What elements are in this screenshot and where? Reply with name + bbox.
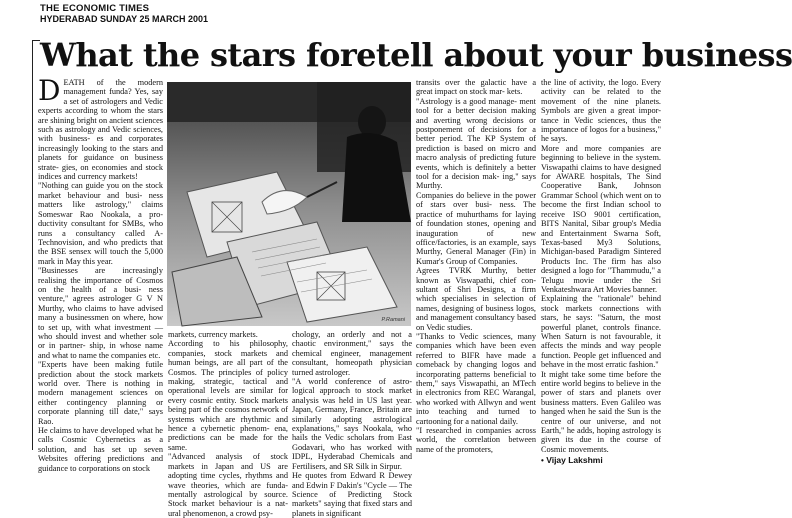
paragraph: He claims to have developed what he calls Cosmic Cybernetics as a solution, and has set up seven Websites offering predictions and guidance to corporations on stock: [38, 426, 163, 473]
paragraph: He quotes from Edward R Dewey and Edwin F Dakin's "Cycle — The Science of Predicting Stock markets" saying that fixed stars and planets in significant: [292, 471, 412, 518]
masthead: [40, 4, 208, 24]
paragraph: Explaining the "rationale" behind stock markets connections with stars, he says: "Saturn, the most powerful planet, controls finance. When Saturn is not favourable, it affects the minds and way people function. People get influenced and behave in the most erratic fashion.": [541, 294, 661, 370]
paragraph: "Advanced analysis of stock markets in Japan and US are adopting time cycles, rhythms and wave theories, which are funda- mentally astrological by source. Stock market behaviour is a nat- ural phenomenon, a crowd psy-: [168, 452, 288, 518]
paragraph: "A world conference of astro- logical approach to stock market analysis was held in US last year. Japan, Germany, France, Britain are similarly adopting astrological explanations," says Nookala, who hails the Vedic scholars from East Godavari, who has worked with IDPL, Hyderabad Chemicals and Fertilisers, and SR Silk in Sirpur.: [292, 377, 412, 471]
paragraph: More and more companies are beginning to believe in the system. Viswapathi claims to have designed for AWARE hospitals, The Sind Cooperative Bank, Johnson Grammar School (which went on to become the first Indian school to receive ISO 9001 certification, BITS Nanital, Sibar group's Media and Entertainment Swarna Soft, Texas-based My3 Solutions, Michigan-based Paradigm Sintered Products Inc. The firm has also designed a logo for "Thammudu," a Telugu movie under the Sri Venkateshwara Art Movies banner.: [541, 143, 661, 294]
paragraph: transits over the galactic have a great impact on stock mar- kets.: [416, 78, 536, 97]
byline: [541, 456, 661, 465]
paragraph: "Businesses are increasingly realising the importance of Cosmos on the health of a busi- ness venture," agrees astrologer G V N Murthy, who claims to have advised many a businessmen on where, how to set up, with what investment — who should invest and whether sole or in partner- ship, in whose name and what to name the companies etc.: [38, 266, 163, 360]
left-rule: [32, 40, 33, 450]
paragraph: "Nothing can guide you on the stock market behaviour and busi- ness matters like astrology," claims Someswar Rao Nookala, a pro- ductivity consultant for SMBs, who runs a consultancy called A- Technovision, and who predicts that the BSE sensex will touch the 5,000 mark in May this year.: [38, 181, 163, 266]
newspaper-name: THE ECONOMIC TIMES: [40, 3, 150, 14]
article-column-2: [168, 330, 288, 518]
article-column-1: [38, 74, 163, 473]
paragraph: the line of activity, the logo. Every activity can be related to the movement of the nine planets. Symbols are given a great impor- tance in Vedic sciences, thus the importance of logos for a business," he says.: [541, 78, 661, 144]
headline: What the stars foretell about your business: [40, 36, 792, 74]
paragraph: chology, an orderly and not a chaotic environment," says the chemical engineer, management consultant, homeopath physician turned astrologer.: [292, 330, 412, 377]
paragraph: Agrees TVRK Murthy, better known as Viswapathi, chief con- sultant of Shri Designs, a firm which specialises in selection of names, designing of business logos, and management consultancy based on Vedic studies.: [416, 266, 536, 332]
photo-illustration: [167, 82, 411, 326]
article-column-5: [541, 78, 661, 466]
article-column-3: [292, 330, 412, 518]
paragraph: [38, 74, 163, 182]
paragraph: It might take some time before the entire world begins to believe in the power of stars and planets over business matters. Even Galileo was hanged when he said the Sun is the centre of our universe, and not Earth," he adds, hoping astrology is given its due in the course of Cosmic movements.: [541, 369, 661, 454]
paragraph: "Astrology is a good manage- ment tool for a better decision making and averting wrong decisions or postponement of decisions for a better period. The KP System of prediction is based on micro and macro analysis of predicting future events, which is definitely a better tool for a decision mak- ing," says Murthy.: [416, 96, 536, 191]
paragraph: According to his philosophy, companies, stock markets and human beings, are all part of the Cosmos. The principles of policy making, strategic, tactical and operational levels are similar for every cosmic entity. Stock markets being part of the cosmos network of systems which are rhythmic and hence a cybernetic phenom- ena, predictions can be made for the same.: [168, 339, 288, 452]
article-column-4: [416, 78, 536, 454]
photo-credit: P.Ramani: [381, 317, 405, 323]
bullet-icon: •: [541, 456, 544, 466]
dateline: HYDERABAD SUNDAY 25 MARCH 2001: [40, 14, 209, 24]
article-photo: [167, 82, 411, 326]
top-rule: [32, 40, 40, 41]
author-name: Vijay Lakshmi: [546, 455, 603, 466]
paragraph: markets, currency markets.: [168, 330, 258, 339]
paragraph: Companies do believe in the power of stars over busi- ness. The practice of muhurthams for laying of foundation stones, opening and inauguration of new office/factories, is an example, says Murthy, General Manager (Fin) in Kumar's Group of Companies.: [416, 190, 536, 266]
paragraph: "I researched in companies across world, the correlation between name of the promoters,: [416, 426, 536, 454]
paragraph: "Experts have been making futile prediction about the stock markets world over. There is nothing in modern management sciences on either contingency planning or corporate planning till date," says Rao.: [38, 360, 163, 426]
paragraph-text: EATH of the modern management funda? Yes, say a set of astrologers and Vedic experts according to whom the stars are shining bright on ancient sciences such as astrology and Vedic sciences, with business- es and corporates increasingly looking to the stars and planets for guidance on business strate- gies, on economies and stock indices and currency markets!: [38, 78, 163, 182]
drop-cap: D: [38, 74, 61, 107]
paragraph: "Thanks to Vedic sciences, many companies which have been even referred to BIFR have made a comeback by changing logos and incorporating patterns beneficial to them," says Viswapathi, an MTech in electronics from REC Warangal, who worked with Allwyn and went into teaching and turned to cartooning for a national daily.: [416, 331, 536, 426]
